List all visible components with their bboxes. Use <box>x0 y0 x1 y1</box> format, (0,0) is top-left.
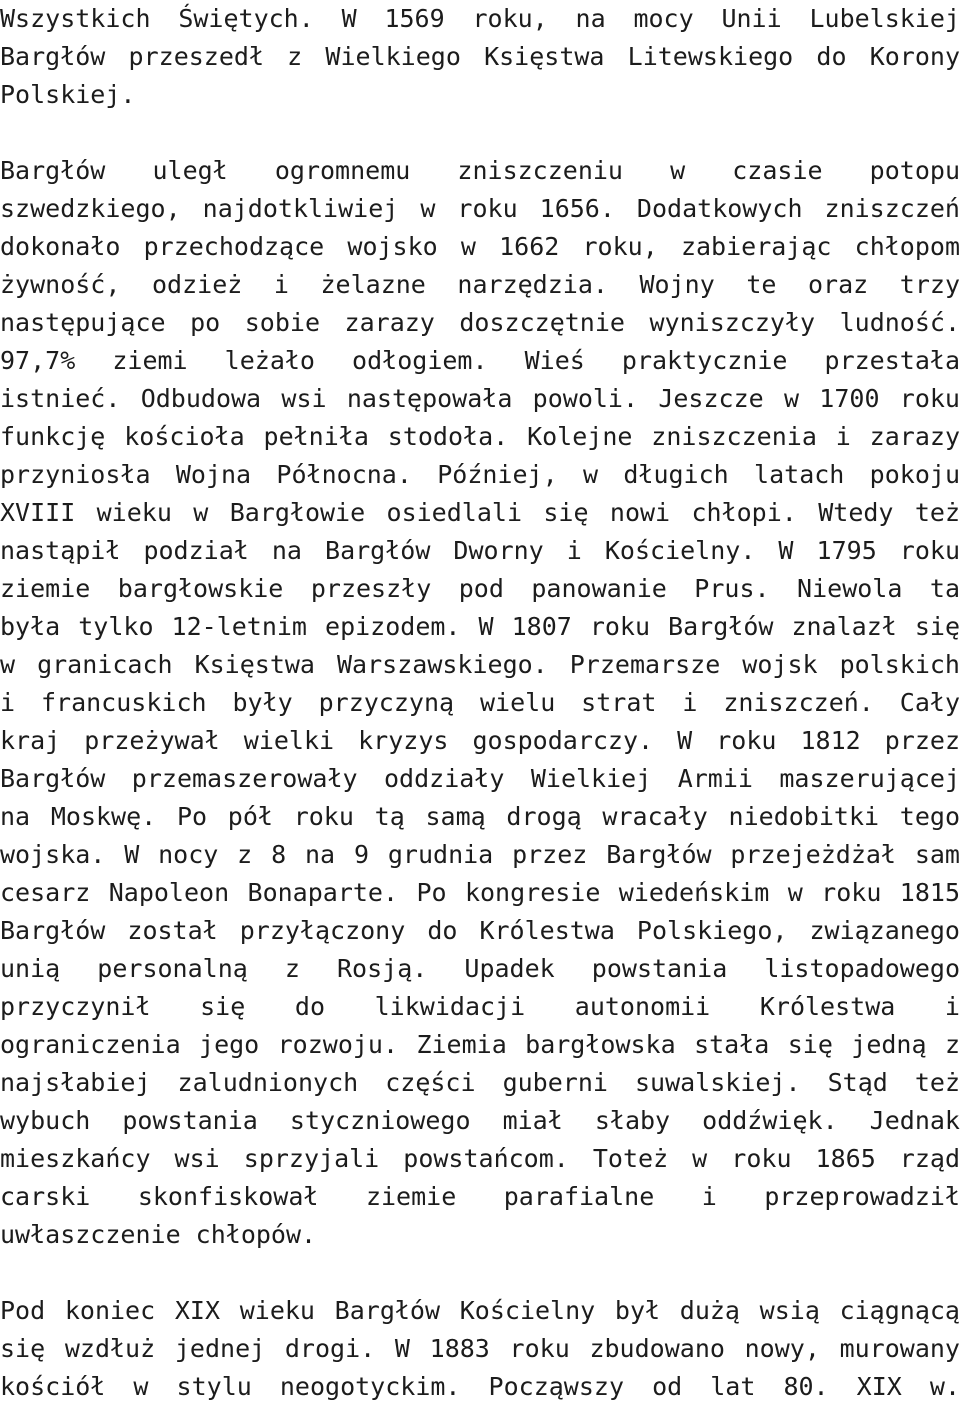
text-line: mieszkańcy wsi sprzyjali powstańcom. Toteż w roku 1865 rząd <box>0 1144 960 1173</box>
text-line: Bargłów przemaszerowały oddziały Wielkiej Armii maszerującej <box>0 764 960 793</box>
text-line: nastąpił podział na Bargłów Dworny i Kościelny. W 1795 roku <box>0 536 960 565</box>
paragraph-gap <box>0 1254 960 1292</box>
text-line: wybuch powstania styczniowego miał słaby oddźwięk. Jednak <box>0 1106 960 1135</box>
paragraph-2 <box>0 152 960 1254</box>
text-line: była tylko 12-letnim epizodem. W 1807 roku Bargłów znalazł się <box>0 612 960 641</box>
text-line: ograniczenia jego rozwoju. Ziemia bargłowska stała się jedną z <box>0 1030 960 1059</box>
text-line: Bargłów uległ ogromnemu zniszczeniu w czasie potopu <box>0 156 960 185</box>
text-line: przyniosła Wojna Północna. Później, w długich latach pokoju <box>0 460 960 489</box>
text-line: Wszystkich Świętych. W 1569 roku, na mocy Unii Lubelskiej <box>0 4 960 33</box>
text-line: się wzdłuż jednej drogi. W 1883 roku zbudowano nowy, murowany <box>0 1334 960 1363</box>
text-line: funkcję kościoła pełniła stodoła. Kolejne zniszczenia i zarazy <box>0 422 960 451</box>
text-line: Bargłów przeszedł z Wielkiego Księstwa Litewskiego do Korony <box>0 42 960 71</box>
text-line: dokonało przechodzące wojsko w 1662 roku, zabierając chłopom <box>0 232 960 261</box>
paragraph-3 <box>0 1292 960 1406</box>
text-line: ziemie bargłowskie przeszły pod panowanie Prus. Niewola ta <box>0 574 960 603</box>
text-line: wojska. W nocy z 8 na 9 grudnia przez Bargłów przejeżdżał sam <box>0 840 960 869</box>
text-line: carski skonfiskował ziemie parafialne i przeprowadził <box>0 1182 960 1211</box>
text-line: uwłaszczenie chłopów. <box>0 1220 317 1249</box>
text-line: cesarz Napoleon Bonaparte. Po kongresie wiedeńskim w roku 1815 <box>0 878 960 907</box>
text-line: szwedzkiego, najdotkliwiej w roku 1656. Dodatkowych zniszczeń <box>0 194 960 223</box>
text-line: i francuskich były przyczyną wielu strat i zniszczeń. Cały <box>0 688 960 717</box>
text-line: Bargłów został przyłączony do Królestwa Polskiego, związanego <box>0 916 960 945</box>
text-line: unią personalną z Rosją. Upadek powstania listopadowego <box>0 954 960 983</box>
text-line: następujące po sobie zarazy doszczętnie wyniszczyły ludność. <box>0 308 960 337</box>
text-line: najsłabiej zaludnionych części guberni suwalskiej. Stąd też <box>0 1068 960 1097</box>
text-line: przyczynił się do likwidacji autonomii Królestwa i <box>0 992 960 1021</box>
paragraph-gap <box>0 114 960 152</box>
text-line: istnieć. Odbudowa wsi następowała powoli. Jeszcze w 1700 roku <box>0 384 960 413</box>
text-line: XVIII wieku w Bargłowie osiedlali się nowi chłopi. Wtedy też <box>0 498 960 527</box>
text-line: na Moskwę. Po pół roku tą samą drogą wracały niedobitki tego <box>0 802 960 831</box>
text-line: kraj przeżywał wielki kryzys gospodarczy. W roku 1812 przez <box>0 726 960 755</box>
text-line: żywność, odzież i żelazne narzędzia. Wojny te oraz trzy <box>0 270 960 299</box>
text-line: 97,7% ziemi leżało odłogiem. Wieś praktycznie przestała <box>0 346 960 375</box>
text-line: w granicach Księstwa Warszawskiego. Przemarsze wojsk polskich <box>0 650 960 679</box>
text-line: kościół w stylu neogotyckim. Począwszy od lat 80. XIX w. <box>0 1372 960 1401</box>
text-line: Pod koniec XIX wieku Bargłów Kościelny był dużą wsią ciągnącą <box>0 1296 960 1325</box>
text-line: Polskiej. <box>0 80 136 109</box>
paragraph-1 <box>0 0 960 114</box>
